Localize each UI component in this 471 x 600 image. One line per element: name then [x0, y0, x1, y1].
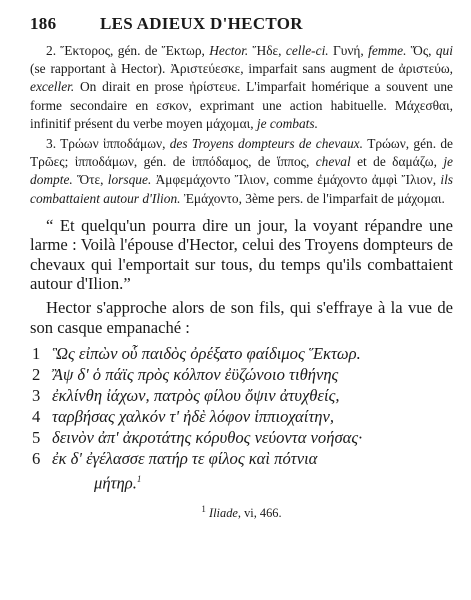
- verse-number: 2: [32, 365, 41, 385]
- note-2: [30, 42, 453, 133]
- footnote-source: Iliade: [208, 505, 238, 520]
- verse-text: δεινὸν ἀπ' ἀκροτάτης κόρυθος νεύοντα νοήσας·: [52, 428, 363, 448]
- verse-number: 3: [32, 386, 41, 406]
- note-3: [30, 135, 453, 208]
- note-number: 3.: [46, 136, 57, 152]
- greek-verses: [30, 343, 453, 494]
- note-text: lorsque.: [107, 172, 152, 188]
- page-number: 186: [30, 14, 57, 33]
- verse-line: [30, 448, 453, 469]
- note-text: celle-ci.: [285, 43, 329, 58]
- notes-section: [30, 42, 453, 208]
- verse-continuation: [30, 469, 453, 494]
- verse-continuation-text: μήτηρ.: [94, 473, 137, 493]
- verse-text: ἐκ δ' ἐγέλασσε πατήρ τε φίλος καὶ πότνια: [52, 449, 318, 469]
- note-text: qui: [435, 43, 453, 58]
- quote-paragraph: “ Et quelqu'un pourra dire un jour, la voyant répandre une larme : Voilà l'épouse d'Hector, celui des Troyens dompteurs de chevaux qui l'emportait sur tous, du temps qu'ils combattaient autour d'Ilion.”: [30, 215, 453, 294]
- footnote-ref: , vi, 466.: [237, 505, 282, 520]
- verse-line: [30, 385, 453, 406]
- note-text: Ἕκτορος, gén. de Ἕκτωρ,: [60, 43, 210, 58]
- note-text: Ἥδε,: [248, 43, 286, 58]
- verse-number: 6: [32, 449, 41, 469]
- verse-number: 4: [32, 407, 41, 427]
- note-text: Γυνή,: [328, 43, 369, 58]
- note-text: je dompte.: [30, 154, 453, 188]
- note-text: femme.: [368, 43, 407, 58]
- note-text: cheval: [315, 154, 351, 170]
- note-number: 2.: [46, 43, 57, 58]
- verse-text: ταρβήσας χαλκόν τ' ἠδὲ λόφον ἱππιοχαίτην,: [52, 407, 335, 427]
- note-text: Ὅς,: [406, 43, 436, 58]
- note-text: et de δαμάζω,: [350, 154, 444, 170]
- note-text: exceller.: [30, 79, 75, 95]
- verse-text: Ὣς εἰπὼν οὗ παιδὸς ὀρέξατο φαίδιμος Ἕκτωρ.: [52, 344, 361, 364]
- verse-line: [30, 406, 453, 427]
- verse-text: ἐκλίνθη ἰάχων, πατρὸς φίλου ὄψιν ἀτυχθείς,: [52, 386, 340, 406]
- note-text: Ἀμφεμάχοντο Ἴλιον, comme ἐμάχοντο ἀμφὶ Ἴλιον,: [151, 172, 441, 188]
- footnote: [30, 504, 453, 521]
- note-text: je combats.: [256, 115, 318, 131]
- note-text: Hector.: [209, 43, 249, 58]
- note-text: Τρώων, gén. de Τρῶες; ἱπποδάμων, gén. de ἱππόδαμος, de ἵππος,: [30, 136, 453, 170]
- intro-paragraph: Hector s'approche alors de son fils, qui s'effraye à la vue de son casque empanaché :: [30, 298, 453, 337]
- footnote-mark: 1: [201, 503, 206, 514]
- running-title: LES ADIEUX D'HECTOR: [100, 14, 303, 33]
- verse-text: Ἂψ δ' ὁ πάϊς πρὸς κόλπον ἐϋζώνοιο τιθήνης: [52, 365, 339, 385]
- note-text: (se rapportant à Hector). Ἀριστεύεσκε, imparfait sans augment de ἀριστεύω,: [30, 61, 453, 77]
- page-header: [30, 14, 453, 34]
- note-text: ils combattaient autour d'Ilion.: [30, 172, 453, 206]
- note-text: Ἐμάχοντο, 3ème pers. de l'imparfait de μάχομαι.: [180, 190, 445, 206]
- note-text: Τρώων ἱπποδάμων,: [60, 136, 170, 152]
- verse-line: [30, 427, 453, 448]
- note-text: Ὅτε,: [72, 172, 108, 188]
- verse-line: [30, 364, 453, 385]
- verse-number: 5: [32, 428, 41, 448]
- verse-line: [30, 343, 453, 364]
- note-text: des Troyens dompteurs de chevaux.: [169, 136, 363, 152]
- note-text: On dirait en prose ἠρίστευε. L'imparfait homérique a souvent une forme secondaire en εσκον, exprimant une action habituelle. Μάχεσθαι, infinitif présent du verbe moyen μάχομαι,: [30, 79, 453, 131]
- verse-number: 1: [32, 344, 41, 364]
- verse-footnote-mark: 1: [136, 474, 142, 485]
